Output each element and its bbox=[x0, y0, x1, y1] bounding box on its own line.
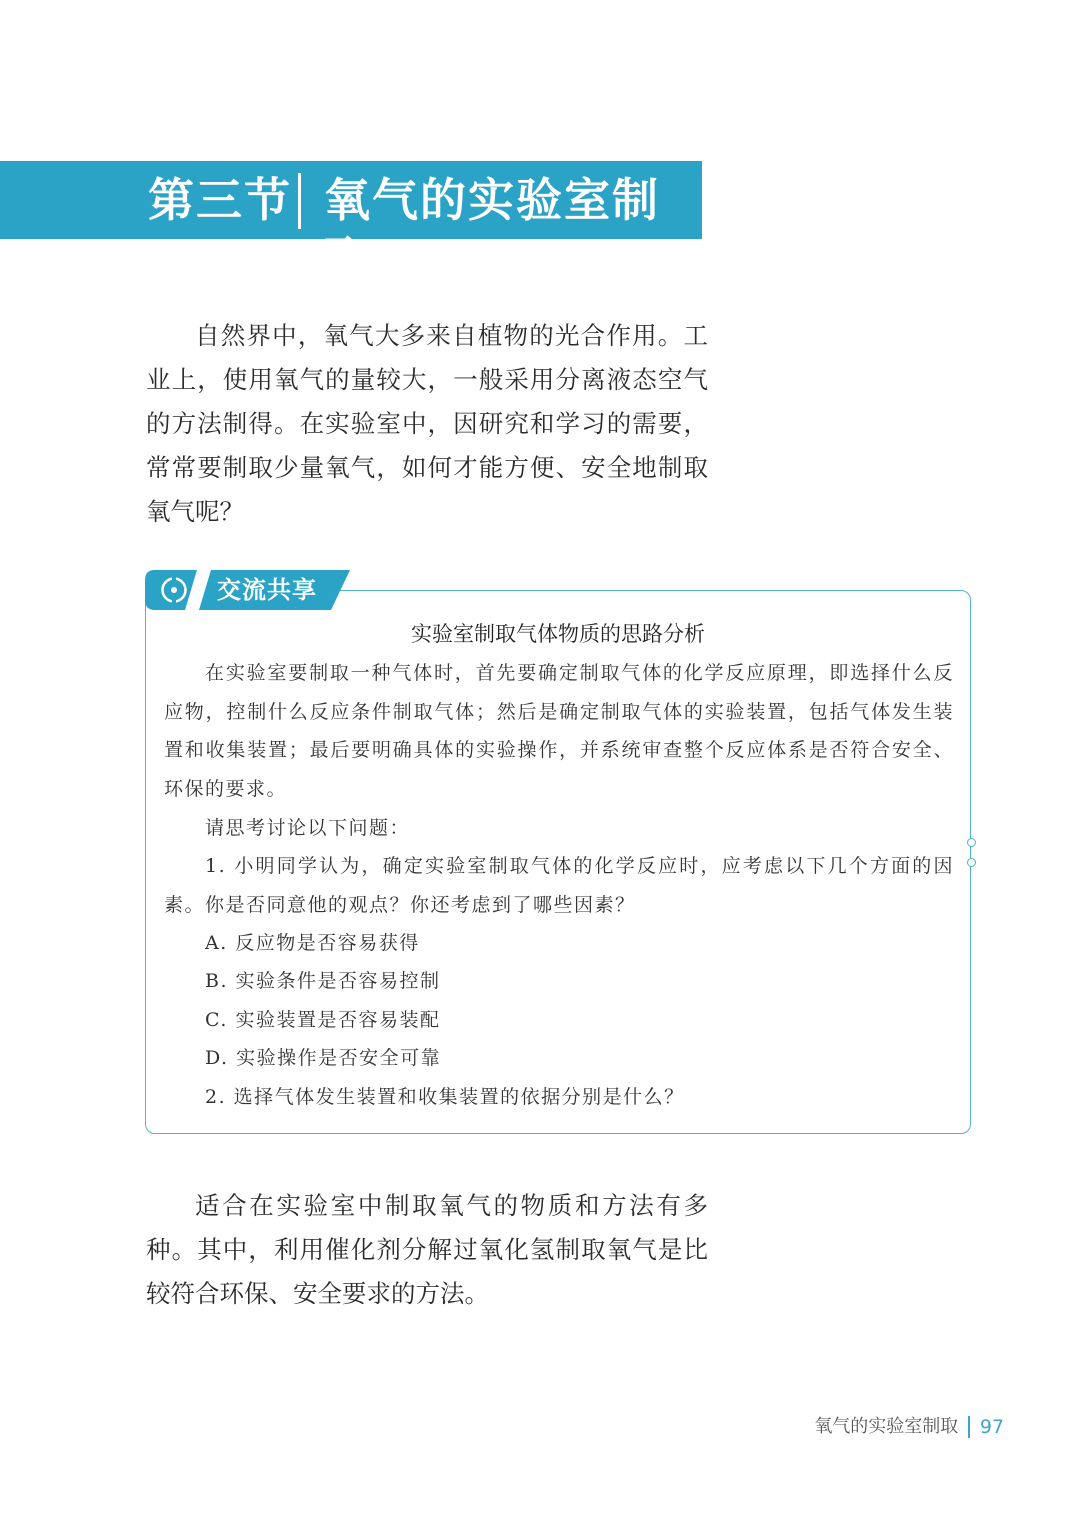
option-c: C. 实验装置是否容易装配 bbox=[205, 1009, 441, 1031]
intro-paragraph: 自然界中，氧气大多来自植物的光合作用。工业上，使用氧气的量较大，一般采用分离液态空气的方法制得。在实验室中，因研究和学习的需要，常常要制取少量氧气，如何才能方便、安全地制取氧气呢？ bbox=[146, 321, 708, 526]
box-side-dot-lower bbox=[967, 858, 976, 867]
option-b: B. 实验条件是否容易控制 bbox=[205, 970, 441, 992]
section-number: 第三节 bbox=[148, 173, 292, 227]
share-tab bbox=[145, 570, 350, 610]
option-d: D. 实验操作是否安全可靠 bbox=[205, 1047, 442, 1069]
share-question-1: 1. 小明同学认为，确定实验室制取气体的化学反应时，应考虑以下几个方面的因素。你是否同意他的观点？你还考虑到了哪些因素？ bbox=[164, 855, 954, 916]
outro-paragraph: 适合在实验室中制取氧气的物质和方法有多种。其中，利用催化剂分解过氧化氢制取氧气是比较符合环保、安全要求的方法。 bbox=[146, 1191, 708, 1308]
footer-chapter-title: 氧气的实验室制取 bbox=[814, 1416, 959, 1437]
title-divider bbox=[298, 173, 301, 229]
page-footer bbox=[814, 1414, 1004, 1440]
share-prompt: 请思考讨论以下问题： bbox=[205, 817, 411, 839]
share-icon bbox=[160, 576, 188, 604]
option-a: A. 反应物是否容易获得 bbox=[205, 932, 420, 954]
share-question-2: 2. 选择气体发生装置和收集装置的依据分别是什么？ bbox=[205, 1086, 685, 1108]
footer-divider bbox=[968, 1416, 970, 1438]
section-title: 氧气的实验室制取 bbox=[324, 173, 660, 285]
share-tab-label: 交流共享 bbox=[217, 576, 317, 604]
box-side-dot-upper bbox=[967, 838, 976, 847]
section-title-band bbox=[0, 161, 702, 285]
share-title: 实验室制取气体物质的思路分析 bbox=[411, 622, 705, 646]
share-paragraph: 在实验室要制取一种气体时，首先要确定制取气体的化学反应原理，即选择什么反应物，控制什么反应条件制取气体；然后是确定制取气体的实验装置，包括气体发生装置和收集装置；最后要明确具体的实验操作，并系统审查整个反应体系是否符合安全、环保的要求。 bbox=[164, 662, 954, 800]
page-number: 97 bbox=[979, 1416, 1004, 1438]
